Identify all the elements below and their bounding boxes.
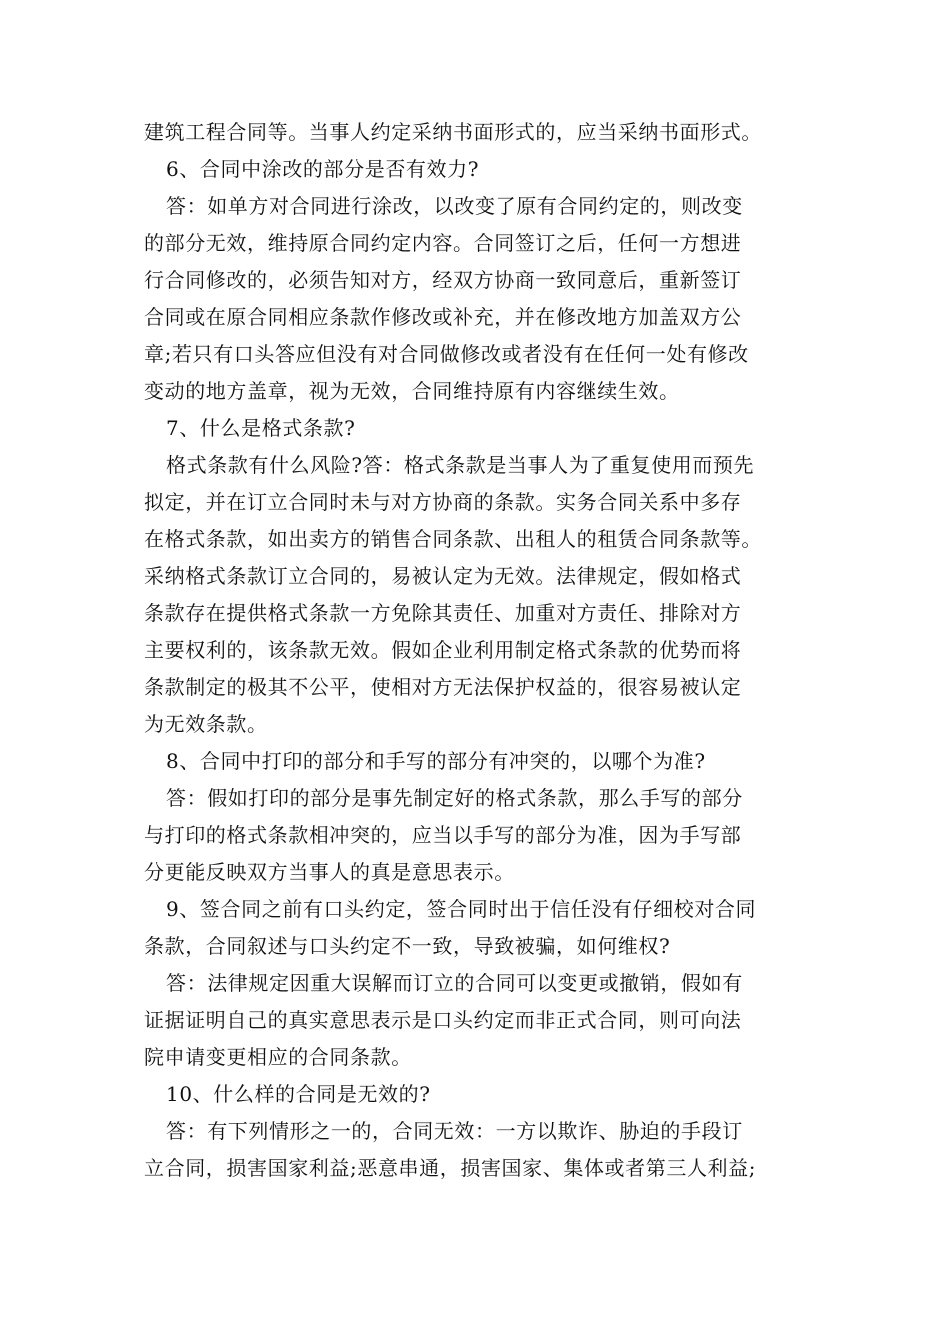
text-line: 分更能反映双方当事人的真是意思表示。 bbox=[144, 860, 515, 884]
text-line: 格式条款有什么风险?答：格式条款是当事人为了重复使用而预先 bbox=[166, 453, 755, 477]
text-line: 变动的地方盖章，视为无效，合同维持原有内容继续生效。 bbox=[144, 379, 680, 403]
text-line: 为无效条款。 bbox=[144, 712, 268, 736]
question-heading: 6、合同中涂改的部分是否有效力? bbox=[166, 157, 480, 181]
text-line: 答：有下列情形之一的，合同无效：一方以欺诈、胁迫的手段订 bbox=[166, 1119, 743, 1143]
text-line: 条款，合同叙述与口头约定不一致，导致被骗，如何维权? bbox=[144, 934, 671, 958]
text-line: 答：假如打印的部分是事先制定好的格式条款，那么手写的部分 bbox=[166, 786, 743, 810]
question-heading: 8、合同中打印的部分和手写的部分有冲突的，以哪个为准? bbox=[166, 749, 706, 773]
question-heading: 7、什么是格式条款? bbox=[166, 416, 356, 440]
text-line: 在格式条款，如出卖方的销售合同条款、出租人的租赁合同条款等。 bbox=[144, 527, 762, 551]
text-line: 答：如单方对合同进行涂改，以改变了原有合同约定的，则改变 bbox=[166, 194, 743, 218]
text-line: 合同或在原合同相应条款作修改或补充，并在修改地方加盖双方公 bbox=[144, 305, 742, 329]
text-line: 建筑工程合同等。当事人约定采纳书面形式的，应当采纳书面形式。 bbox=[144, 120, 762, 144]
text-line: 条款存在提供格式条款一方免除其责任、加重对方责任、排除对方 bbox=[144, 601, 742, 625]
text-line: 主要权利的，该条款无效。假如企业利用制定格式条款的优势而将 bbox=[144, 638, 742, 662]
text-line: 章;若只有口头答应但没有对合同做修改或者没有在任何一处有修改 bbox=[144, 342, 749, 366]
text-line: 的部分无效，维持原合同约定内容。合同签订之后，任何一方想进 bbox=[144, 231, 742, 255]
question-heading: 10、什么样的合同是无效的? bbox=[166, 1082, 431, 1106]
text-line: 答：法律规定因重大误解而订立的合同可以变更或撤销，假如有 bbox=[166, 971, 743, 995]
text-line: 条款制定的极其不公平，使相对方无法保护权益的，很容易被认定 bbox=[144, 675, 742, 699]
question-heading: 9、签合同之前有口头约定，签合同时出于信任没有仔细校对合同 bbox=[166, 897, 757, 921]
text-line: 院申请变更相应的合同条款。 bbox=[144, 1045, 412, 1069]
text-line: 与打印的格式条款相冲突的，应当以手写的部分为准，因为手写部 bbox=[144, 823, 742, 847]
text-line: 采纳格式条款订立合同的，易被认定为无效。法律规定，假如格式 bbox=[144, 564, 742, 588]
text-line: 证据证明自己的真实意思表示是口头约定而非正式合同，则可向法 bbox=[144, 1008, 742, 1032]
text-line: 行合同修改的，必须告知对方，经双方协商一致同意后，重新签订 bbox=[144, 268, 742, 292]
text-line: 拟定，并在订立合同时未与对方协商的条款。实务合同关系中多存 bbox=[144, 490, 742, 514]
text-line: 立合同，损害国家利益;恶意串通，损害国家、集体或者第三人利益; bbox=[144, 1156, 757, 1180]
document-body bbox=[144, 114, 812, 1187]
